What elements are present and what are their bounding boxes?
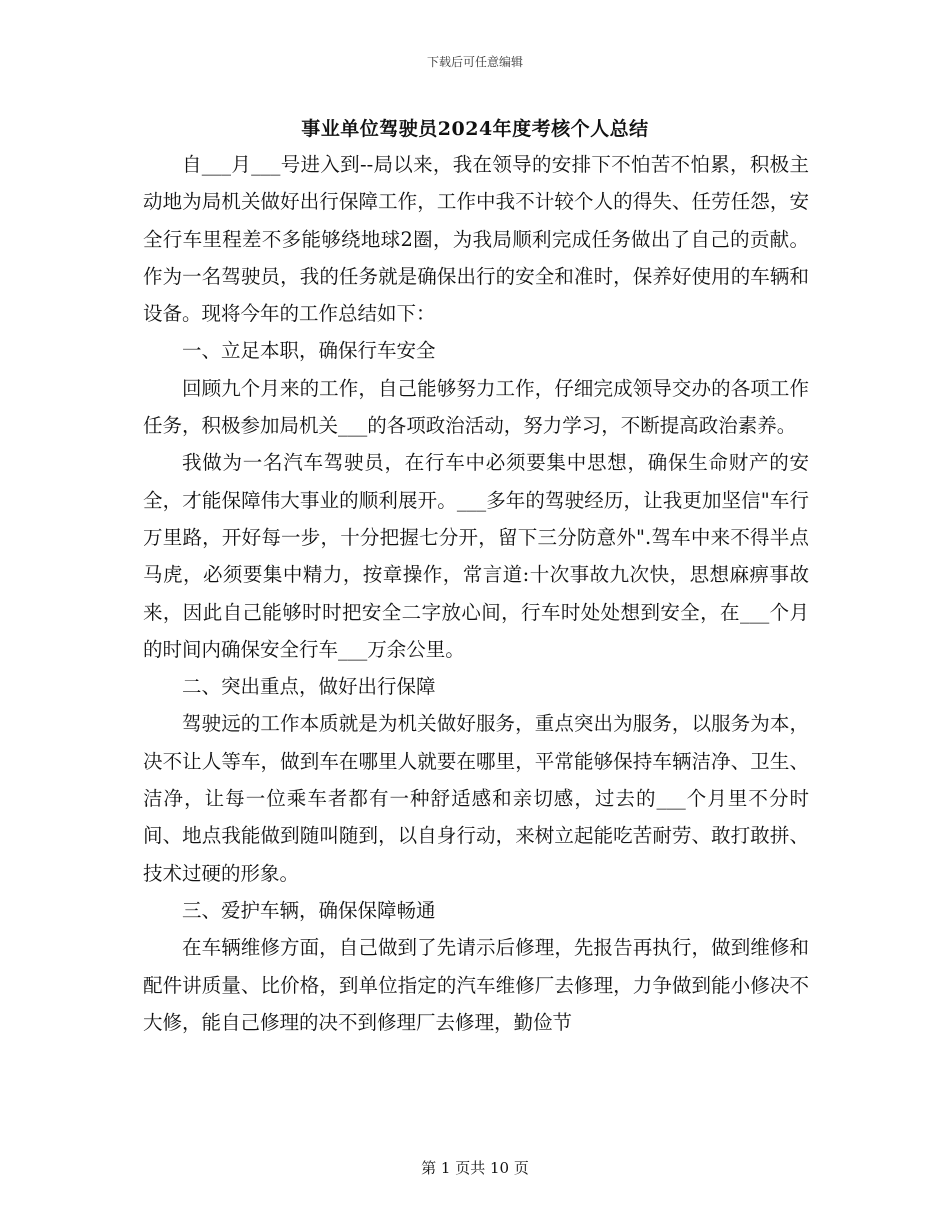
section-heading-3: 三、爱护车辆，确保保障畅通: [182, 898, 436, 922]
paragraph: 我做为一名汽车驾驶员，在行车中必须要集中思想，确保生命财产的安全，才能保障伟大事业的顺利展开。___多年的驾驶经历，让我更加坚信"车行万里路，开好每一步，十分把握七分开，留下三分防意外".驾车中来不得半点马虎，必须要集中精力，按章操作，常言道:十次事故九次快，思想麻痹事故来，因此自己能够时时把安全二字放心间，行车时处处想到安全，在___个月的时间内确保安全行车___万余公里。: [143, 451, 809, 661]
document-title: 事业单位驾驶员2024年度考核个人总结: [301, 118, 649, 140]
paragraph: 回顾九个月来的工作，自己能够努力工作，仔细完成领导交办的各项工作任务，积极参加局机关___的各项政治活动，努力学习，不断提高政治素养。: [143, 376, 809, 438]
page-header-note: 下载后可任意编辑: [426, 55, 523, 69]
page-footer-pagination: 第 1 页共 10 页: [421, 1159, 529, 1177]
section-heading-1: 一、立足本职，确保行车安全: [182, 339, 436, 363]
paragraph-intro: 自___月___号进入到--局以来，我在领导的安排下不怕苦不怕累，积极主动地为局机关做好出行保障工作，工作中我不计较个人的得失、任劳任怨，安全行车里程差不多能够绕地球2圈，为我局顺利完成任务做出了自己的贡献。作为一名驾驶员，我的任务就是确保出行的安全和准时，保养好使用的车辆和设备。现将今年的工作总结如下：: [143, 153, 809, 326]
paragraph: 在车辆维修方面，自己做到了先请示后修理，先报告再执行，做到维修和配件讲质量、比价格，到单位指定的汽车维修厂去修理，力争做到能小修决不大修，能自己修理的决不到修理厂去修理，勤俭节: [143, 936, 809, 1034]
section-heading-2: 二、突出重点，做好出行保障: [182, 675, 436, 699]
document-body: [143, 146, 809, 1041]
paragraph: 驾驶远的工作本质就是为机关做好服务，重点突出为服务，以服务为本，决不让人等车，做到车在哪里人就要在哪里，平常能够保持车辆洁净、卫生、洁净，让每一位乘车者都有一种舒适感和亲切感，过去的___个月里不分时间、地点我能做到随叫随到，以自身行动，来树立起能吃苦耐劳、敢打敢拼、技术过硬的形象。: [143, 712, 809, 885]
